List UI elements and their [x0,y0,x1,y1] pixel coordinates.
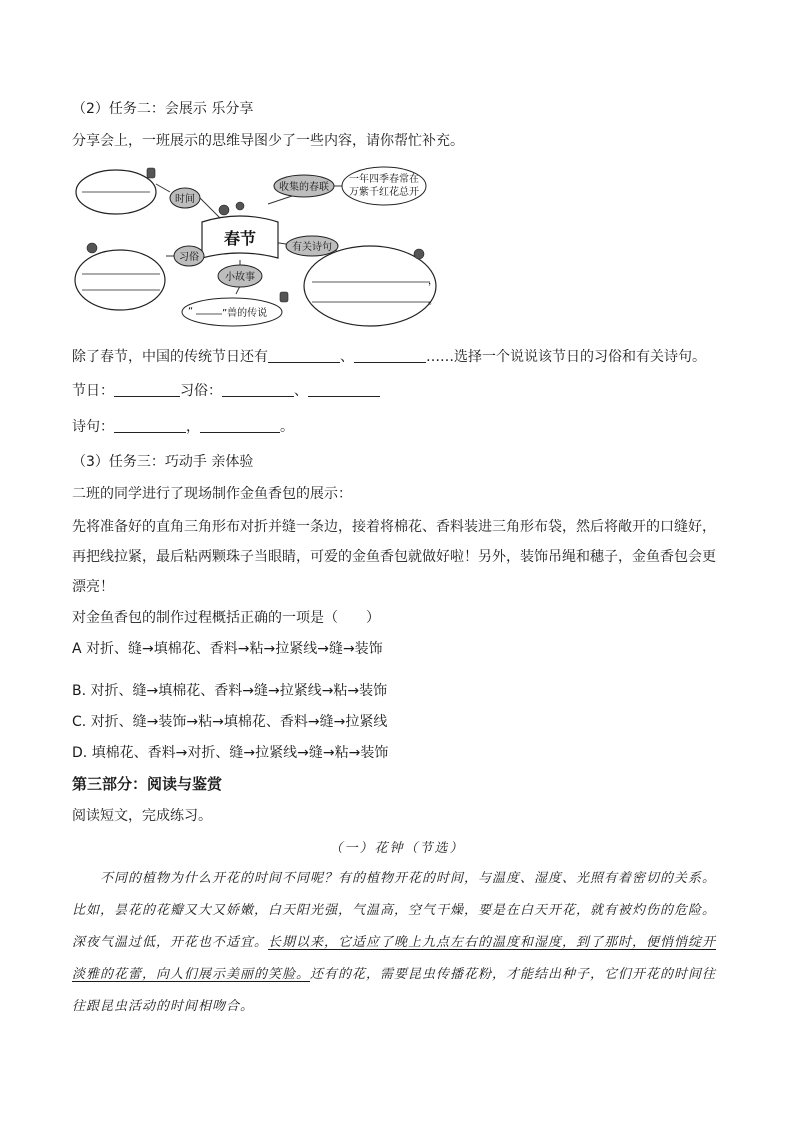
mindmap-custom-label: 习俗 [179,252,199,263]
passage-line-4b: 还有的花，需要昆虫传播花粉，才能结出种子，它们开花的时间往 [310,967,717,982]
option-c-letter: C. [72,714,87,730]
mindmap-center-label: 春节 [223,229,257,248]
task3-question: 对金鱼香包的制作过程概括正确的一项是（ ） [72,610,380,626]
option-d-letter: D. [72,745,88,761]
festival-question [72,347,706,367]
mindmap-couplet-line2: 万紫千红花总开 [349,187,419,198]
passage-line-2: 比如，昙花的花瓣又大又娇嫩，白天阳光强，气温高，空气干燥，要是在白天开花，就有被灼伤的危险。 [72,903,717,918]
mindmap-couplet-text-oval [342,167,426,205]
passage-line-1: 不同的植物为什么开花的时间不同呢？有的植物开花的时间，与温度、湿度、光照有着密切的关系。 [72,871,717,886]
mindmap-custom-oval [75,250,165,310]
festival-answer-line [72,381,380,401]
passage-line-3a: 深夜气温过低，开花也不适宜。 [72,935,269,950]
part3-intro: 阅读短文，完成练习。 [72,808,212,824]
mindmap-poem-comma: ， [428,276,438,287]
custom-label: 习俗： [180,383,222,399]
task3-para-line2: 再把线拉紧，最后粘两颗珠子当眼睛，可爱的金鱼香包就做好啦！另外，装饰吊绳和穗子，金鱼香包会更 [72,549,716,565]
mindmap-poem-label: 有关诗句 [292,242,332,253]
passage-title: （一）花钟（节选） [329,841,465,856]
passage-line-3 [72,933,724,953]
option-d[interactable] [72,743,388,763]
mindmap-poem-period: 。 [428,296,438,307]
custom-blank-2[interactable] [308,382,380,397]
option-c[interactable] [72,712,387,732]
option-b[interactable] [72,681,387,701]
task2-heading: （2）任务二：会展示 乐分享 [72,101,254,117]
festival-question-b: ……选择一个说说该节日的习俗和有关诗句。 [426,349,706,365]
festival-blank-2[interactable] [354,348,426,363]
custom-blank-1[interactable] [222,382,294,397]
option-a-letter: A [72,641,82,657]
option-c-text: 对折、缝→装饰→粘→填棉花、香料→缝→拉紧线 [90,714,388,730]
mindmap-couplet-line1: 一年四季春常在 [349,174,419,185]
task3-intro: 二班的同学进行了现场制作金鱼香包的展示： [72,486,352,502]
festival-name-blank[interactable] [114,382,180,397]
option-a-text: 对折、缝→填棉花、香料→粘→拉紧线→缝→装饰 [86,641,383,657]
task3-para-line3: 漂亮！ [72,579,114,595]
poem-comma: ， [186,419,200,435]
task3-heading: （3）任务三：巧动手 亲体验 [72,454,254,470]
festival-question-sep: 、 [340,349,354,365]
option-a[interactable] [72,639,383,659]
task3-para-line1: 先将准备好的直角三角形布对折并缝一条边，接着将棉花、香料装进三角形布袋，然后将敞开的口缝好， [72,519,716,535]
option-d-text: 填棉花、香料→对折、缝→拉紧线→缝→粘→装饰 [91,745,389,761]
part3-heading: 第三部分：阅读与鉴赏 [72,775,223,793]
task2-intro: 分享会上，一班展示的思维导图少了一些内容，请你帮忙补充。 [72,133,464,149]
passage-line-3b-underlined: 长期以来，它适应了晚上九点左右的温度和湿度，到了那时，便悄悄绽开 [268,935,717,950]
passage-line-4 [72,965,724,985]
poem-answer-line [72,417,294,437]
mindmap-time-label: 时间 [175,194,195,205]
mindmap-story-label: 小故事 [225,272,255,283]
option-b-letter: B. [72,683,87,699]
mindmap-legend-label: ”兽的传说 [222,308,268,319]
poem-period: 。 [280,419,294,435]
mindmap-legend-open: “ [188,306,194,317]
mindmap-diagram [72,162,444,342]
festival-question-a: 除了春节，中国的传统节日还有 [72,349,268,365]
passage-line-4a-underlined: 淡雅的花蕾，向人们展示美丽的笑脸。 [72,967,311,982]
mindmap-couplet-label: 收集的春联 [279,182,329,193]
poem-blank-1[interactable] [114,418,186,433]
poem-label: 诗句： [72,419,114,435]
option-b-text: 对折、缝→填棉花、香料→缝→拉紧线→粘→装饰 [90,683,388,699]
festival-blank-1[interactable] [268,348,340,363]
custom-sep: 、 [294,383,308,399]
festival-label: 节日： [72,383,114,399]
passage-line-5: 往跟昆虫活动的时间相吻合。 [72,999,255,1014]
poem-blank-2[interactable] [200,418,280,433]
